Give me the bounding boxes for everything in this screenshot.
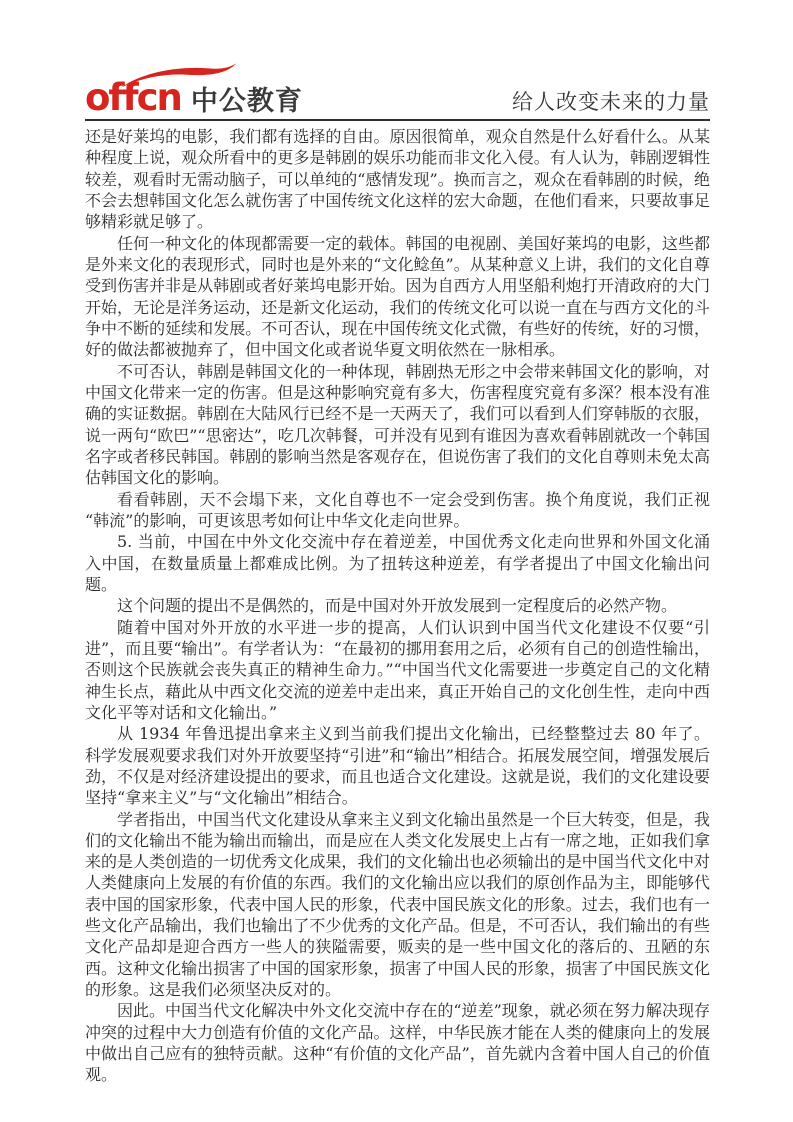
header-divider (85, 119, 710, 121)
paragraph: 还是好莱坞的电影，我们都有选择的自由。原因很简单，观众自然是什么好看什么。从某种程度上说，观众所看中的更多是韩剧的娱乐功能而非文化入侵。有人认为，韩剧逻辑性较差，观看时无需动脑子，可以单纯的“感情发现”。换而言之，观众在看韩剧的时候，绝不会去想韩国文化怎么就伤害了中国传统文化这样的宏大命题，在他们看来，只要故事足够精彩就足够了。 (85, 127, 710, 232)
document-body (85, 126, 710, 1086)
brand-tagline: 给人改变未来的力量 (512, 89, 710, 114)
brand-cn-name: 中公教育 (190, 86, 303, 117)
header (85, 0, 710, 119)
paragraph: 从 1934 年鲁迅提出拿来主义到当前我们提出文化输出，已经整整过去 80 年了。科学发展观要求我们对外开放要坚持“引进”和“输出”相结合。拓展发展空间，增强发展后劲，不仅是对经济建设提出的要求，而且也适合文化建设。这就是说，我们的文化建设要坚持“拿来主义”与“文化输出”相结合。 (85, 724, 710, 808)
paragraph: 学者指出，中国当代文化建设从拿来主义到文化输出虽然是一个巨大转变，但是，我们的文化输出不能为输出而输出，而是应在人类文化发展史上占有一席之地，正如我们拿来的是人类创造的一切优秀文化成果，我们的文化输出也必须输出的是中国当代文化中对人类健康向上发展的有价值的东西。我们的文化输出应以我们的原创作品为主，即能够代表中国的国家形象，代表中国人民的形象，代表中国民族文化的形象。过去，我们也有一些文化产品输出，我们也输出了不少优秀的文化产品。但是，不可否认，我们输出的有些文化产品却是迎合西方一些人的狭隘需要，贩卖的是一些中国文化的落后的、丑陋的东西。这种文化输出损害了中国的国家形象，损害了中国人民的形象，损害了中国民族文化的形象。这是我们必须坚决反对的。 (85, 809, 710, 1000)
paragraph: 任何一种文化的体现都需要一定的载体。韩国的电视剧、美国好莱坞的电影，这些都是外来文化的表现形式，同时也是外来的“文化鲶鱼”。从某种意义上讲，我们的文化自尊受到伤害并非是从韩剧或者好莱坞电影开始。因为自西方人用坚船利炮打开清政府的大门开始，无论是洋务运动，还是新文化运动，我们的传统文化可以说一直在与西方文化的斗争中不断的延续和发展。不可否认，现在中国传统文化式微，有些好的传统，好的习惯，好的做法都被抛弃了，但中国文化或者说华夏文明依然在一脉相承。 (85, 233, 710, 360)
brand-logo (85, 76, 303, 119)
paragraph: 看看韩剧，天不会塌下来，文化自尊也不一定会受到伤害。换个角度说，我们正视“韩流”的影响，可更该思考如何让中华文化走向世界。 (85, 489, 710, 530)
paragraph: 随着中国对外开放的水平进一步的提高，人们认识到中国当代文化建设不仅要“引进”，而且要“输出”。有学者认为：“在最初的挪用套用之后，必须有自己的创造性输出，否则这个民族就会丧失真正的精神生命力。”“中国当代文化需要进一步奠定自己的文化精神生长点，藉此从中西文化交流的逆差中走出来，真正开始自己的文化创生性，走向中西文化平等对话和文化输出。” (85, 617, 710, 722)
paragraph: 这个问题的提出不是偶然的，而是中国对外开放发展到一定程度后的必然产物。 (117, 596, 678, 616)
paragraph: 不可否认，韩剧是韩国文化的一种体现，韩剧热无形之中会带来韩国文化的影响，对中国文化带来一定的伤害。但是这种影响究竟有多大，伤害程度究竟有多深？根本没有准确的实证数据。韩剧在大陆风行已经不是一天两天了，我们可以看到人们穿韩版的衣服，说一两句“欧巴”“思密达”，吃几次韩餐，可并没有见到有谁因为喜欢看韩剧就改一个韩国名字或者移民韩国。韩剧的影响当然是客观存在，但说伤害了我们的文化自尊则未免太高估韩国文化的影响。 (85, 361, 710, 488)
offcn-wordmark: offcn (85, 76, 181, 119)
paragraph: 5. 当前，中国在中外文化交流中存在着逆差，中国优秀文化走向世界和外国文化涌入中国，在数量质量上都难成比例。为了扭转这种逆差，有学者提出了中国文化输出问题。 (85, 532, 710, 594)
paragraph: 因此。中国当代文化解决中外文化交流中存在的“逆差”现象，就必须在努力解决现存冲突的过程中大力创造有价值的文化产品。这样，中华民族才能在人类的健康向上的发展中做出自己应有的独特贡献。这种“有价值的文化产品”，首先就内含着中国人自己的价值观。 (85, 1001, 710, 1085)
logo-swoosh-icon (119, 63, 237, 89)
